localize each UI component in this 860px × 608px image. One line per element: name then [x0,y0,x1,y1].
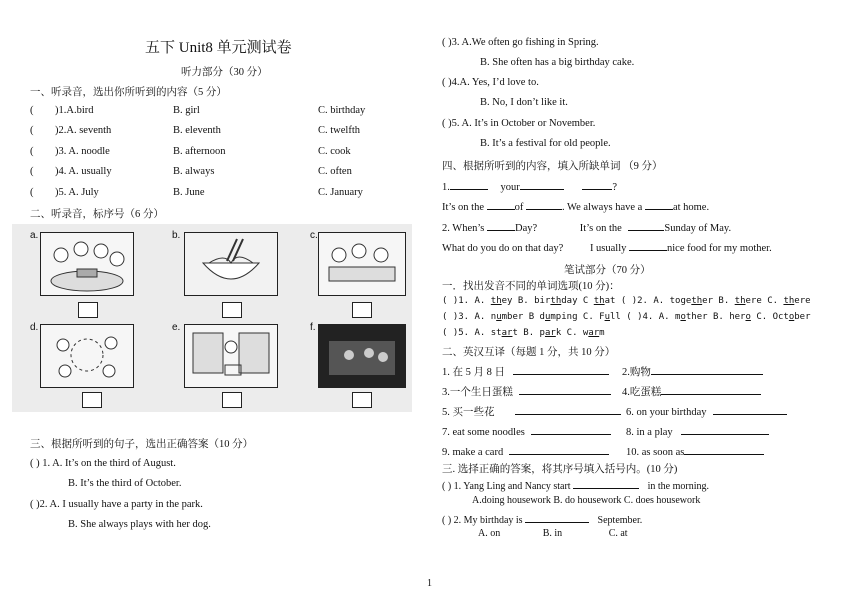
blank[interactable] [684,444,764,455]
blank[interactable] [661,384,761,395]
blank[interactable] [681,424,769,435]
translation-row: 6. on your birthday [626,404,787,418]
blank[interactable] [513,364,609,375]
translation-row: 8. in a play [626,424,769,438]
mc-question-2: ( ) 2. My birthday is September. [442,512,642,526]
phonics-line-1: ( )1. A. they B. birthday C that ( )2. A. together B. there C. there [442,296,811,306]
translation-row: 3.一个生日蛋糕 [442,384,611,399]
answer-box-a[interactable] [78,302,98,318]
blank[interactable] [450,179,488,190]
translation-row: 5. 买一些花 [442,404,621,419]
mc-question-1: ( ) 1. Yang Ling and Nancy start in the morning. [442,478,709,492]
answer-box-c[interactable] [352,302,372,318]
picture-label-d: d. [30,322,39,333]
mc-question-2-options: A. on B. in C. at [478,528,628,539]
mc-heading: 三. 选择正确的答案，将其序号填入括号内。(10 分) [442,464,678,475]
picture-noodles [184,232,278,296]
blank[interactable] [509,444,609,455]
section3-line: ( )2. A. I usually have a party in the park. [30,499,203,510]
section1-heading: 一、听录音，选出你所听到的内容（5 分） [30,87,227,98]
section3-line: B. She always plays with her dog. [68,519,211,530]
q5-option-a: ( )5. A. It’s in October or November. [442,118,596,129]
q4-option-a: ( )4.A. Yes, I’d love to. [442,77,539,88]
q3-option-a: ( )3. A.We often go fishing in Spring. [442,37,599,48]
q4-option-b: B. No, I don’t like it. [480,97,568,108]
answer-box-e[interactable] [222,392,242,408]
section4-heading: 四、根据所听到的内容，填入所缺单词 （9 分） [442,161,663,172]
picture-label-b: b. [172,230,181,241]
q3-option-b: B. She often has a big birthday cake. [480,57,635,68]
blank[interactable] [651,364,763,375]
translation-heading: 二、英汉互译（每题 1 分，共 10 分） [442,347,616,358]
fill-line-1: 1. your ? [442,179,617,193]
translation-row: 9. make a card [442,444,609,458]
page-title: 五下 Unit8 单元测试卷 [145,40,292,56]
picture-panel [12,224,412,412]
blank[interactable] [645,199,673,210]
blank[interactable] [531,424,611,435]
picture-label-a: a. [30,230,39,241]
blank[interactable] [519,384,611,395]
translation-row: 4.吃蛋糕 [622,384,761,399]
fill-line-2: It’s on the of . We always have a at home. [442,199,709,213]
picture-shopping [184,324,278,388]
picture-label-c: c. [310,230,318,241]
page-number: 1 [427,578,432,589]
translation-row: 7. eat some noodles [442,424,611,438]
translation-row: 10. as soon as [626,444,764,458]
answer-box-f[interactable] [352,392,372,408]
answer-box-d[interactable] [82,392,102,408]
phonics-heading: 一．找出发音不同的单词选项(10 分)： [442,281,620,292]
blank[interactable] [487,199,515,210]
listening-section-title: 听力部分（30 分） [181,67,268,78]
blank[interactable] [628,220,664,231]
picture-label-e: e. [172,322,181,333]
blank[interactable] [526,199,562,210]
blank[interactable] [629,240,667,251]
picture-label-f: f. [310,322,316,333]
section2-heading: 二、听录音，标序号（6 分） [30,209,164,220]
blank[interactable] [573,478,639,489]
phonics-line-2: ( )3. A. number B dumping C. Full ( )4. A. mother B. hero C. October [442,312,811,322]
translation-row: 2.购物 [622,364,763,379]
picture-stage-play [318,324,406,388]
picture-family-dinner [318,232,406,296]
blank[interactable] [520,179,564,190]
blank[interactable] [582,179,612,190]
blank[interactable] [487,220,515,231]
answer-box-b[interactable] [222,302,242,318]
phonics-line-3: ( )5. A. start B. park C. warm [442,328,605,338]
translation-row: 1. 在 5 月 8 日 [442,364,609,379]
q5-option-b: B. It’s a festival for old people. [480,138,611,149]
section3-heading: 三、根据所听到的句子，选出正确答案（10 分） [30,439,254,450]
mc-question-1-options: A.doing housework B. do housework C. does housework [472,495,701,506]
blank[interactable] [515,404,621,415]
written-section-title: 笔试部分（70 分） [564,265,651,276]
blank[interactable] [713,404,787,415]
picture-playing-game [40,324,134,388]
section3-line: ( ) 1. A. It’s on the third of August. [30,458,176,469]
fill-line-4: What do you do on that day? I usually nice food for my mother. [442,240,772,254]
picture-birthday-party [40,232,134,296]
section3-line: B. It’s the third of October. [68,478,182,489]
blank[interactable] [525,512,589,523]
fill-line-3: 2. When’s Day? It’s on the Sunday of May. [442,220,731,234]
